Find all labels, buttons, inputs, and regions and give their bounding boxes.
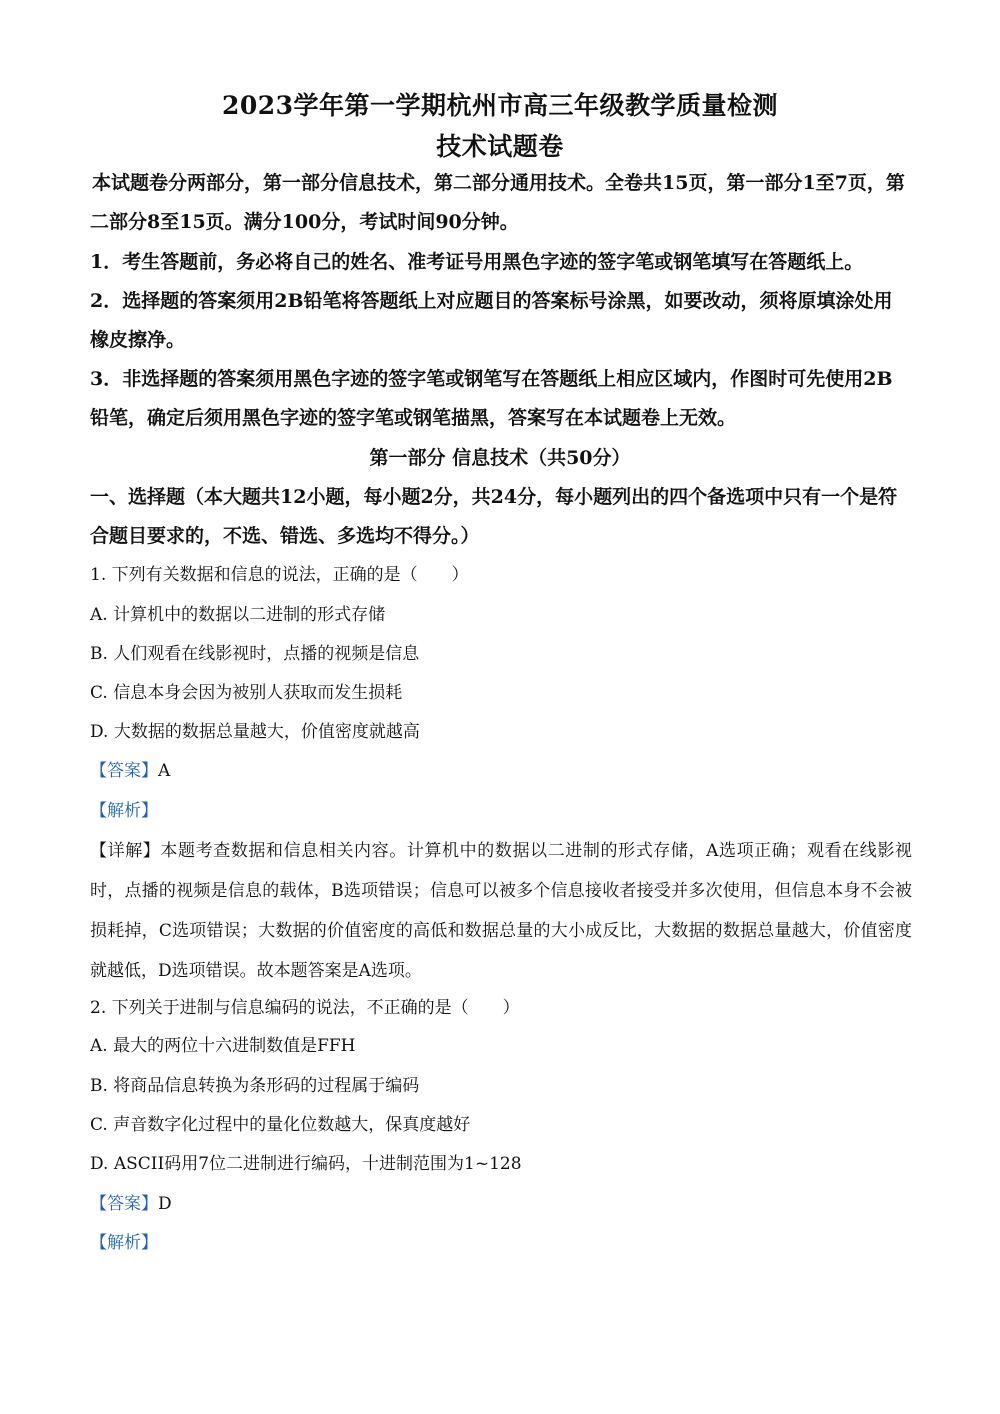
question-1-option-b: B. 人们观看在线影视时，点播的视频是信息 — [90, 644, 420, 664]
note-2: 2．选择题的答案须用2B铅笔将答题纸上对应题目的答案标号涂黑，如要改动，须将原填涂处用橡皮擦净。 — [90, 290, 893, 351]
question-type-heading: 一、选择题（本大题共12小题，每小题2分，共24分，每小题列出的四个备选项中只有一个是符合题目要求的，不选、错选、多选均不得分。） — [90, 486, 898, 547]
analysis-tag: 【解析】 — [90, 1233, 158, 1253]
question-1-answer — [90, 752, 910, 790]
note-3: 3．非选择题的答案须用黑色字迹的签字笔或钢笔写在答题纸上相应区域内，作图时可先使用2B铅笔，确定后须用黑色字迹的签字笔或钢笔描黑，答案写在本试题卷上无效。 — [90, 368, 893, 429]
section-title: 第一部分 信息技术（共50分） — [369, 447, 631, 469]
analysis-tag: 【解析】 — [90, 801, 158, 821]
detail-tag: 【详解】 — [90, 841, 161, 861]
exam-title: 2023学年第一学期杭州市高三年级教学质量检测 — [221, 91, 779, 120]
question-1-analysis — [90, 792, 910, 830]
exam-subtitle: 技术试题卷 — [436, 132, 564, 161]
question-2-analysis — [90, 1224, 910, 1262]
question-1-stem: 1. 下列有关数据和信息的说法，正确的是（ ） — [90, 565, 469, 585]
question-2-option-b: B. 将商品信息转换为条形码的过程属于编码 — [90, 1076, 420, 1096]
question-2-answer — [90, 1185, 910, 1223]
question-1-option-d: D. 大数据的数据总量越大，价值密度就越高 — [90, 722, 420, 742]
detail-text: 本题考查数据和信息相关内容。计算机中的数据以二进制的形式存储，A选项正确；观看在线影视时，点播的视频是信息的载体，B选项错误；信息可以被多个信息接收者接受并多次使用，但信息本身不会被损耗掉，C选项错误；大数据的价值密度的高低和数据总量的大小成反比，大数据的数据总量越大，价值密度就越低，D选项错误。故本题答案是A选项。 — [90, 841, 913, 981]
note-1: 1．考生答题前，务必将自己的姓名、准考证号用黑色字迹的签字笔或钢笔填写在答题纸上。 — [90, 251, 864, 273]
intro-paragraph: 本试题卷分两部分，第一部分信息技术，第二部分通用技术。全卷共15页，第一部分1至7页，第二部分8至15页。满分100分，考试时间90分钟。 — [90, 172, 905, 233]
question-1-option-c: C. 信息本身会因为被别人获取而发生损耗 — [90, 683, 403, 703]
question-1-detail — [90, 831, 912, 991]
question-2-stem: 2. 下列关于进制与信息编码的说法，不正确的是（ ） — [90, 998, 520, 1018]
question-2-option-d: D. ASCII码用7位二进制进行编码，十进制范围为1~128 — [90, 1154, 522, 1174]
answer-tag: 【答案】 — [90, 761, 158, 781]
question-2-option-c: C. 声音数字化过程中的量化位数越大，保真度越好 — [90, 1115, 471, 1135]
question-1-option-a: A. 计算机中的数据以二进制的形式存储 — [90, 605, 386, 625]
question-2-option-a: A. 最大的两位十六进制数值是FFH — [90, 1036, 356, 1056]
answer-tag: 【答案】 — [90, 1194, 158, 1214]
answer-value: D — [158, 1194, 172, 1214]
answer-value: A — [158, 761, 171, 781]
